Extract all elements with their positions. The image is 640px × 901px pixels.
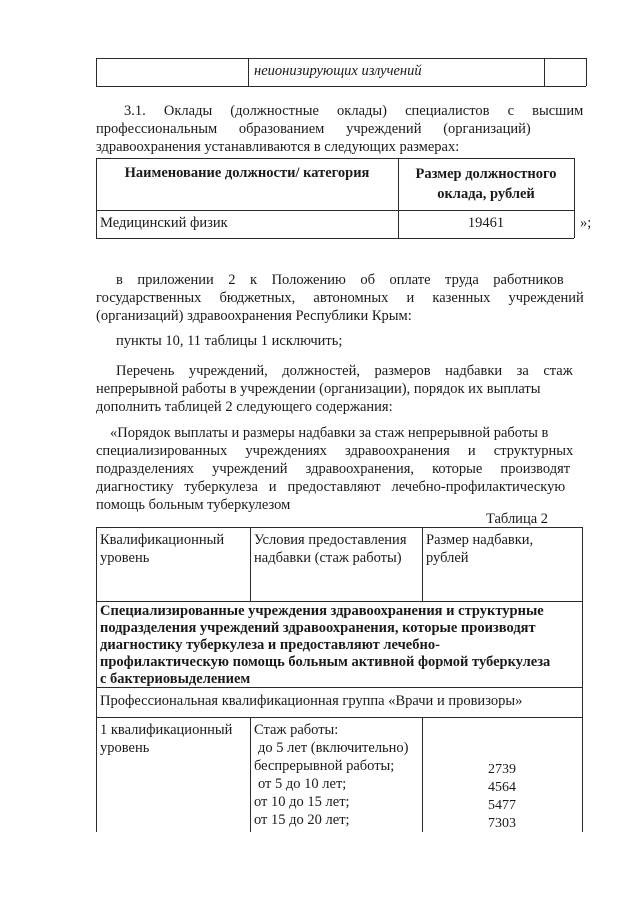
salary-position: Медицинский физик <box>100 215 228 231</box>
list-line: дополнить таблицей 2 следующего содержания: <box>96 399 393 415</box>
condition-line: до 5 лет (включительно) <box>258 740 409 756</box>
table2-section-title <box>100 603 580 688</box>
table2-amount: 4564 <box>488 780 516 795</box>
paragraph-appendix2 <box>96 271 594 325</box>
condition-line: от 10 до 15 лет; <box>254 794 350 810</box>
level-label-line: 1 квалификационный <box>100 722 233 738</box>
top-table-cell: неионизирующих излучений <box>254 63 422 79</box>
table2-caption: Таблица 2 <box>486 511 549 527</box>
order-line: подразделениях учреждений здравоохранения, которые производят <box>96 461 571 477</box>
salary-table-closing: »; <box>580 215 592 231</box>
section-title-line: с бактериовыделением <box>100 671 251 687</box>
appendix2-line: (организаций) здравоохранения Республики Крым: <box>96 308 412 324</box>
table2-amount: 2739 <box>488 762 516 777</box>
table2-header-level-line: уровень <box>100 550 150 566</box>
condition-line: от 15 до 20 лет; <box>254 812 350 828</box>
level-label-line: уровень <box>100 740 150 756</box>
condition-line: Стаж работы: <box>254 722 339 738</box>
section-title-line: Специализированные учреждения здравоохранения и структурные <box>100 603 544 619</box>
table2-header-amount <box>426 531 580 567</box>
table2-header-level <box>100 531 248 567</box>
section-title-line: диагностику туберкулеза и предоставляют лечебно- <box>100 637 440 653</box>
condition-line: от 5 до 10 лет; <box>258 776 347 792</box>
paragraph-order <box>96 424 596 514</box>
table2-header-conditions <box>254 531 420 567</box>
section-3-1 <box>96 102 588 156</box>
section-title-line: подразделения учреждений здравоохранения, которые производят <box>100 620 536 636</box>
condition-line: беспрерывной работы; <box>254 758 395 774</box>
table2 <box>96 527 582 832</box>
salary-header-amount: Размер должностного оклада, рублей <box>415 166 557 202</box>
table2-conditions <box>254 721 420 829</box>
section-3-1-line: профессиональным образованием учреждений (организаций) <box>96 121 531 137</box>
appendix2-line: в приложении 2 к Положению об оплате труда работников <box>116 272 564 288</box>
paragraph-list <box>96 362 596 416</box>
list-line: непрерывной работы в учреждении (организации), порядок их выплаты <box>96 381 541 397</box>
table2-group-title: Профессиональная квалификационная группа «Врачи и провизоры» <box>100 693 523 709</box>
top-table <box>96 58 586 86</box>
salary-header-position: Наименование должности/ категория <box>124 165 370 181</box>
table2-amount: 7303 <box>488 816 516 831</box>
table2-header-amount-line: Размер надбавки, <box>426 532 534 548</box>
order-line: специализированных учреждениях здравоохранения и структурных <box>96 443 574 459</box>
table2-header-level-line: Квалификационный <box>100 532 225 548</box>
salary-value: 19461 <box>467 215 505 231</box>
table2-header-conditions-line: Условия предоставления <box>254 532 407 548</box>
order-line: диагностику туберкулеза и предоставляют лечебно-профилактическую <box>96 479 566 495</box>
list-line: Перечень учреждений, должностей, размеров надбавки за стаж <box>116 363 573 379</box>
section-3-1-line: здравоохранения устанавливаются в следующих размерах: <box>96 139 460 155</box>
table2-header-amount-line: рублей <box>426 550 469 566</box>
table2-header-conditions-line: надбавки (стаж работы) <box>254 550 402 566</box>
order-line: «Порядок выплаты и размеры надбавки за стаж непрерывной работы в <box>110 425 549 441</box>
section-title-line: профилактическую помощь больным активной формой туберкулеза <box>100 654 551 670</box>
table2-amount: 5477 <box>488 798 516 813</box>
salary-table <box>96 158 574 238</box>
appendix2-line: государственных бюджетных, автономных и казенных учреждений <box>96 290 584 306</box>
order-line: помощь больным туберкулезом <box>96 497 291 513</box>
section-3-1-line: 3.1. Оклады (должностные оклады) специалистов с высшим <box>124 103 584 119</box>
table2-level-label <box>100 721 248 757</box>
paragraph-points: пункты 10, 11 таблицы 1 исключить; <box>116 333 343 349</box>
